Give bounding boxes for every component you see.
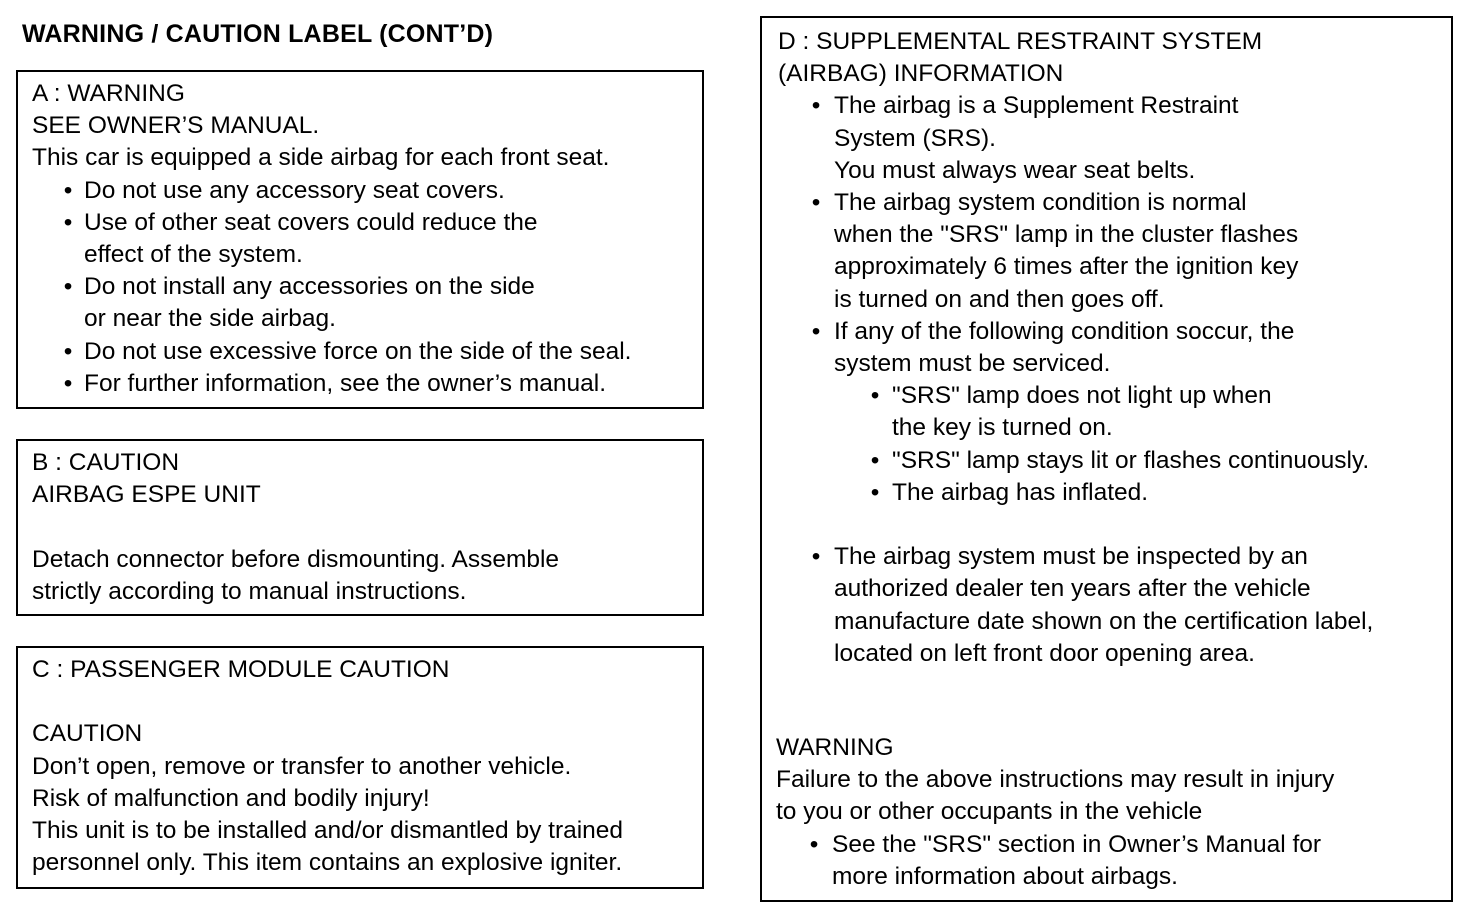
bullet-icon: •: [870, 478, 880, 506]
bullet-text: Use of other seat covers could reduce the: [84, 208, 538, 236]
bullet-text: authorized dealer ten years after the vehicle: [834, 575, 1311, 603]
bullet-icon: •: [809, 830, 819, 858]
label-a-bullet: [32, 175, 702, 207]
bullet-text: is turned on and then goes off.: [834, 285, 1165, 313]
label-b-heading: B : CAUTION: [32, 449, 180, 476]
label-d-warning-bullet: [776, 829, 1451, 893]
bullet-text: Do not use excessive force on the side of the seal.: [84, 337, 632, 365]
caution-label-b: [16, 439, 704, 616]
bullet-icon: •: [811, 92, 821, 120]
label-b-body-line: Detach connector before dismounting. Assemble: [32, 545, 560, 573]
bullet-text: when the "SRS" lamp in the cluster flashes: [834, 221, 1299, 249]
label-d-warning: [776, 732, 1451, 893]
sub-bullet-text: "SRS" lamp does not light up when: [892, 382, 1272, 410]
label-c-body-line: Don’t open, remove or transfer to another vehicle.: [32, 752, 572, 780]
label-d-warning-heading: WARNING: [776, 734, 894, 761]
srs-information-label-d: [760, 16, 1453, 902]
bullet-text: or near the side airbag.: [84, 305, 336, 333]
bullet-icon: •: [811, 317, 821, 345]
label-d-bullet: [778, 541, 1451, 670]
bullet-text: effect of the system.: [84, 241, 303, 269]
label-a-bullet: [32, 207, 702, 271]
caution-label-c: [16, 646, 704, 889]
sub-bullet-text: "SRS" lamp stays lit or flashes continuously.: [892, 446, 1370, 474]
bullet-text: You must always wear seat belts.: [834, 156, 1196, 184]
bullet-icon: •: [811, 543, 821, 571]
label-c-heading: C : PASSENGER MODULE CAUTION: [32, 656, 450, 683]
label-a-intro: This car is equipped a side airbag for each front seat.: [32, 144, 610, 172]
bullet-text: System (SRS).: [834, 124, 996, 152]
bullet-text: Do not install any accessories on the side: [84, 273, 535, 301]
bullet-text: more information about airbags.: [832, 862, 1178, 890]
label-d-warning-line: to you or other occupants in the vehicle: [776, 798, 1203, 826]
label-d-bullet: [778, 187, 1451, 316]
label-d-bullet: [778, 316, 1451, 509]
bullet-icon: •: [870, 446, 880, 474]
bullet-text: For further information, see the owner’s manual.: [84, 369, 607, 397]
sub-bullet-text: the key is turned on.: [892, 414, 1113, 442]
label-b-body-line: strictly according to manual instructions.: [32, 577, 467, 605]
label-c-body-line: personnel only. This item contains an explosive igniter.: [32, 849, 623, 877]
bullet-text: See the "SRS" section in Owner’s Manual for: [832, 830, 1322, 858]
bullet-icon: •: [63, 337, 73, 365]
bullet-text: approximately 6 times after the ignition key: [834, 253, 1299, 281]
warning-label-a: [16, 70, 704, 409]
bullet-icon: •: [63, 273, 73, 301]
label-d-heading: D : SUPPLEMENTAL RESTRAINT SYSTEM: [778, 28, 1263, 55]
label-d-sub-bullet: [834, 380, 1451, 444]
sub-bullet-text: The airbag has inflated.: [892, 478, 1149, 506]
label-a-bullet: [32, 336, 702, 368]
bullet-text: The airbag system condition is normal: [834, 189, 1247, 217]
bullet-text: The airbag system must be inspected by an: [834, 543, 1308, 571]
label-a-heading: A : WARNING: [32, 80, 185, 107]
label-c-body-line: Risk of malfunction and bodily injury!: [32, 784, 430, 812]
bullet-icon: •: [63, 176, 73, 204]
bullet-icon: •: [811, 189, 821, 217]
label-d-bullet: [778, 90, 1451, 187]
label-a-bullet: [32, 368, 702, 400]
bullet-text: If any of the following condition soccur, the: [834, 317, 1295, 345]
label-a-subheading: SEE OWNER’S MANUAL.: [32, 112, 320, 140]
label-b-subheading: AIRBAG ESPE UNIT: [32, 481, 261, 509]
bullet-icon: •: [63, 369, 73, 397]
label-c-body-line: This unit is to be installed and/or dismantled by trained: [32, 817, 624, 844]
bullet-icon: •: [870, 382, 880, 410]
bullet-text: The airbag is a Supplement Restraint: [834, 92, 1239, 120]
bullet-icon: •: [63, 208, 73, 236]
label-d-sub-bullet: [834, 477, 1451, 509]
page-title: WARNING / CAUTION LABEL (CONT’D): [22, 20, 494, 48]
label-d-sub-bullet: [834, 445, 1451, 477]
bullet-text: manufacture date shown on the certification label,: [834, 607, 1374, 635]
label-c-caution: CAUTION: [32, 720, 143, 748]
label-d-heading: (AIRBAG) INFORMATION: [778, 60, 1064, 88]
bullet-text: system must be serviced.: [834, 350, 1111, 378]
label-d-warning-line: Failure to the above instructions may result in injury: [776, 766, 1335, 794]
bullet-text: Do not use any accessory seat covers.: [84, 176, 505, 204]
label-a-bullet: [32, 271, 702, 335]
bullet-text: located on left front door opening area.: [834, 639, 1255, 667]
